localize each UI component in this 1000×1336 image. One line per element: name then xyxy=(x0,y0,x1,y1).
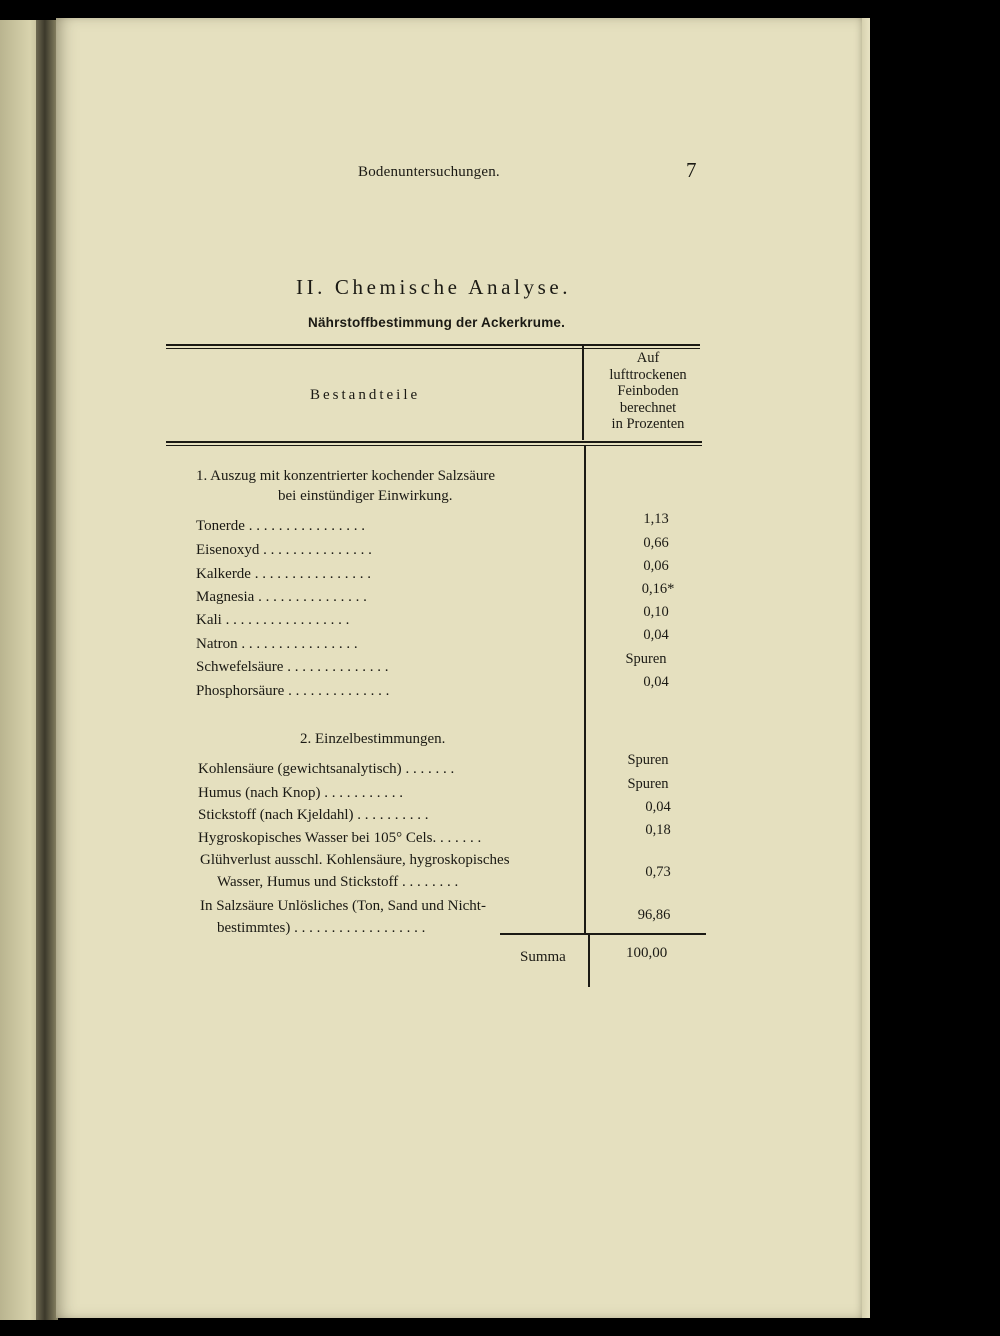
row-label: Phosphorsäure xyxy=(196,683,285,699)
table-row xyxy=(198,761,454,778)
table-row xyxy=(196,589,367,606)
table-row xyxy=(196,518,365,535)
row-value: Spuren xyxy=(627,752,669,768)
row-label: Humus (nach Knop) xyxy=(198,785,321,801)
row-value: Spuren xyxy=(625,651,667,667)
sum-label: Summa xyxy=(520,949,566,965)
column-header-line: Feinboden xyxy=(617,383,679,399)
column-header-line: berechnet xyxy=(619,399,677,416)
leader-dots: . . . . . . . . . . xyxy=(357,807,429,823)
row-value: 0,66 xyxy=(643,535,669,551)
table-row xyxy=(198,807,429,824)
row-label: In Salzsäure Unlösliches (Ton, Sand und Nicht- xyxy=(200,898,486,914)
row-label: Natron xyxy=(196,636,238,652)
row-value: 0,18 xyxy=(645,822,671,838)
leader-dots: . . . . . . . . . . . . . . . . xyxy=(254,566,371,582)
section1-heading-line: bei einstündiger Einwirkung. xyxy=(278,488,453,504)
table-row xyxy=(196,566,371,583)
row-label: Hygroskopisches Wasser bei 105° Cels. xyxy=(198,830,437,846)
section2-heading: 2. Einzelbestimmungen. xyxy=(300,731,446,747)
row-label: Kalkerde xyxy=(196,566,251,582)
table-row xyxy=(196,636,358,653)
leader-dots: . . . . . . xyxy=(440,830,482,846)
book-gutter xyxy=(36,20,58,1320)
row-label: Magnesia xyxy=(196,589,255,605)
row-value: 0,06 xyxy=(643,558,669,574)
row-label: Kali xyxy=(196,612,222,628)
page-number: 7 xyxy=(686,158,697,182)
leader-dots: . . . . . . . . . . . . . . xyxy=(288,683,390,699)
row-label: Wasser, Humus und Stickstoff xyxy=(217,874,399,890)
row-value: 0,04 xyxy=(643,627,669,643)
table-header-rule-thin xyxy=(166,445,702,446)
leader-dots: . . . . . . . . . . . xyxy=(324,785,403,801)
row-value: Spuren xyxy=(627,776,669,792)
leader-dots: . . . . . . . . . . . . . . . . xyxy=(248,518,365,534)
table-row xyxy=(198,830,481,847)
column-header-line: in Prozenten xyxy=(611,416,685,432)
table-top-rule-thin xyxy=(166,348,700,349)
leader-dots: . . . . . . . . . . . . . . . . . . xyxy=(294,920,426,936)
section-subtitle: Nährstoffbestimmung der Ackerkrume. xyxy=(308,315,566,330)
section1-heading xyxy=(196,466,576,506)
row-value: 96,86 xyxy=(637,907,671,923)
table-header-rule xyxy=(166,441,702,443)
table-top-rule xyxy=(166,344,700,346)
running-head: Bodenuntersuchungen. xyxy=(358,164,500,180)
section-title: II. Chemische Analyse. xyxy=(296,275,572,299)
book-page xyxy=(56,18,862,1318)
row-value: 0,73 xyxy=(645,864,671,880)
row-label: Eisenoxyd xyxy=(196,542,260,558)
leader-dots: . . . . . . . . . . . . . . xyxy=(287,659,389,675)
sum-rule xyxy=(500,933,706,935)
column-header-line: Auf xyxy=(636,350,660,366)
table-row xyxy=(196,542,372,559)
leader-dots: . . . . . . . xyxy=(405,761,455,777)
row-label: Schwefelsäure xyxy=(196,659,284,675)
header-column-divider xyxy=(582,344,584,440)
leader-dots: . . . . . . . . xyxy=(402,874,459,890)
row-label: Kohlensäure (gewichtsanalytisch) xyxy=(198,761,402,777)
table-row xyxy=(196,659,388,676)
row-value: 0,16* xyxy=(641,581,675,597)
row-label: bestimmtes) xyxy=(217,920,291,936)
leader-dots: . . . . . . . . . . . . . . . xyxy=(263,542,372,558)
table-row xyxy=(200,849,510,893)
table-row xyxy=(196,683,389,700)
column-header-line: lufttrockenen xyxy=(609,366,687,383)
row-value: 0,10 xyxy=(643,604,669,620)
row-label: Stickstoff (nach Kjeldahl) xyxy=(198,807,354,823)
column-header-percent xyxy=(592,350,704,433)
table-row xyxy=(198,785,403,802)
row-value: 0,04 xyxy=(643,674,669,690)
row-value: 0,04 xyxy=(645,799,671,815)
leader-dots: . . . . . . . . . . . . . . . . . xyxy=(225,612,350,628)
row-value: 1,13 xyxy=(643,511,669,527)
table-row xyxy=(196,612,349,629)
leader-dots: . . . . . . . . . . . . . . . xyxy=(258,589,367,605)
row-label: Tonerde xyxy=(196,518,245,534)
row-label: Glühverlust ausschl. Kohlensäure, hygroskopisches xyxy=(200,852,510,868)
section1-heading-line: 1. Auszug mit konzentrierter kochender Salzsäure xyxy=(196,468,496,484)
leader-dots: . . . . . . . . . . . . . . . . xyxy=(241,636,358,652)
sum-value: 100,00 xyxy=(626,945,668,961)
body-column-divider xyxy=(584,446,586,934)
sum-column-divider xyxy=(588,935,590,987)
column-header-components: Bestandteile xyxy=(310,387,421,403)
table-row xyxy=(200,895,486,939)
